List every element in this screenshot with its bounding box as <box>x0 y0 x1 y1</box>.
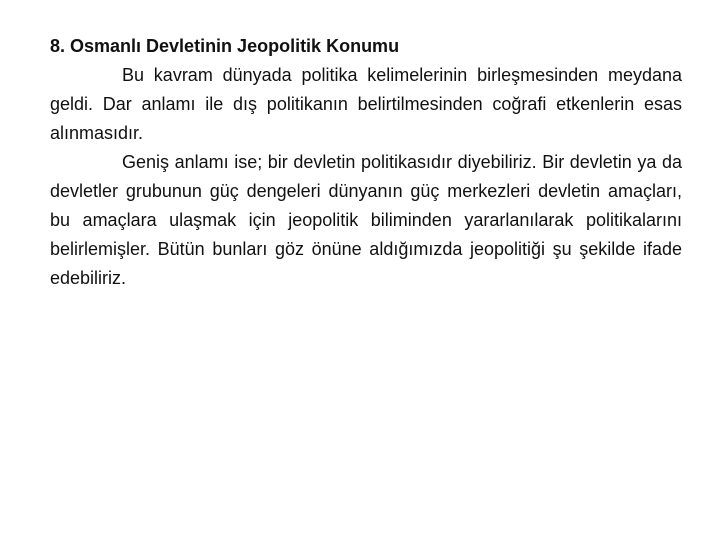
text-block <box>50 32 682 293</box>
paragraph-broad-meaning: Geniş anlamı ise; bir devletin politikasıdır diyebiliriz. Bir devletin ya da devletler grubunun güç dengeleri dünyanın güç merkezleri devletin amaçları, bu amaçlara ulaşmak için jeopolitik biliminden yararlanılarak politikalarını belirlemişler. Bütün bunları göz önüne aldığımızda jeopolitiği şu şekilde ifade edebiliriz. <box>50 152 682 288</box>
paragraph-definition: Bu kavram dünyada politika kelimelerinin birleşmesinden meydana geldi. Dar anlamı ile dış politikanın belirtilmesinden coğrafi etkenlerin esas alınmasıdır. <box>50 65 682 143</box>
section-heading: 8. Osmanlı Devletinin Jeopolitik Konumu <box>50 36 400 56</box>
